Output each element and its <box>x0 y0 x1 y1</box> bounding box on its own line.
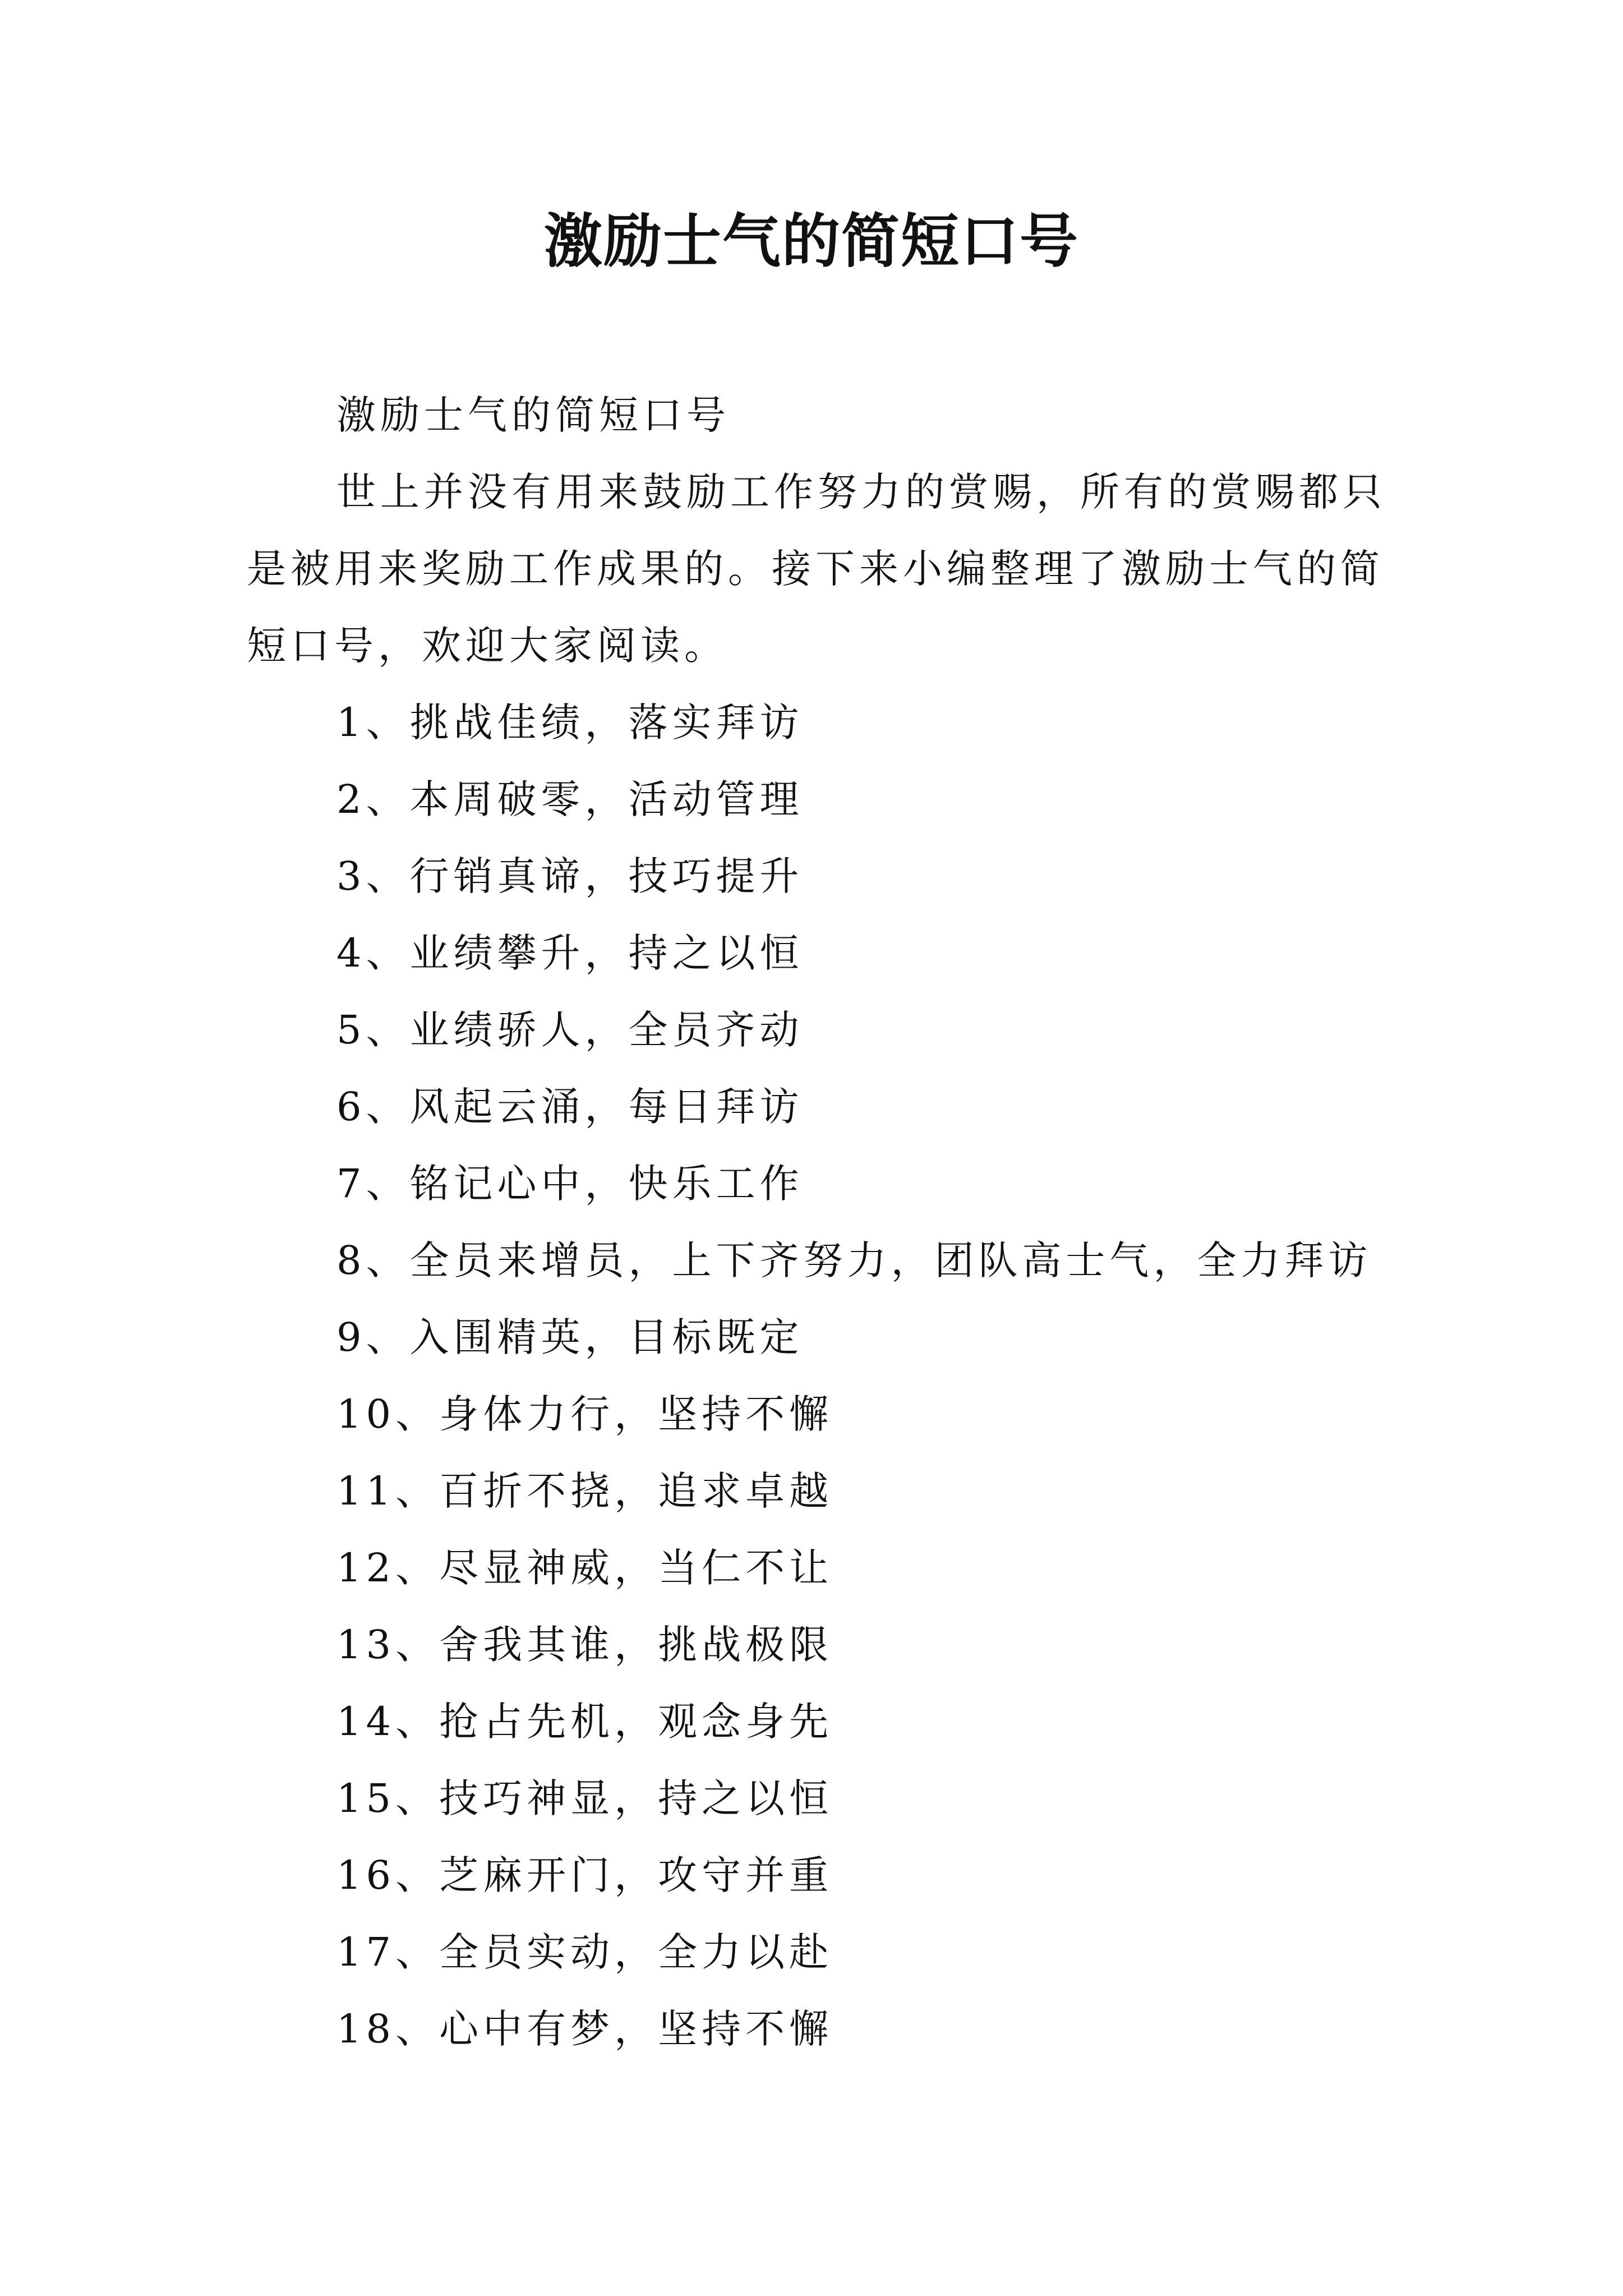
list-item: 6、风起云涌，每日拜访 <box>336 1084 804 1130</box>
list-item: 12、尽显神威，当仁不让 <box>336 1545 833 1591</box>
list-item: 8、全员来增员，上下齐努力，团队高士气，全力拜访 <box>336 1237 1372 1283</box>
list-item: 14、抢占先机，观念身先 <box>336 1699 833 1745</box>
list-item: 7、铭记心中，快乐工作 <box>336 1161 804 1207</box>
list-item: 3、行销真谛，技巧提升 <box>336 853 804 899</box>
list-item: 18、心中有梦，坚持不懈 <box>336 2006 833 2052</box>
intro-paragraph: 世上并没有用来鼓励工作努力的赏赐，所有的赏赐都只是被用来奖励工作成果的。接下来小编整理了激励士气的简短口号，欢迎大家阅读。 <box>247 469 1386 669</box>
list-item: 1、挑战佳绩，落实拜访 <box>336 700 804 746</box>
document-body <box>247 377 1391 2068</box>
list-item: 13、舍我其谁，挑战极限 <box>336 1622 833 1668</box>
list-item: 2、本周破零，活动管理 <box>336 776 804 822</box>
list-item: 4、业绩攀升，持之以恒 <box>336 930 804 976</box>
list-item: 16、芝麻开门，攻守并重 <box>336 1852 833 1898</box>
list-item: 9、入围精英，目标既定 <box>336 1314 804 1360</box>
list-item: 10、身体力行，坚持不懈 <box>336 1391 833 1437</box>
list-item: 11、百折不挠，追求卓越 <box>336 1468 833 1514</box>
subtitle-paragraph: 激励士气的简短口号 <box>336 392 730 438</box>
list-item: 5、业绩骄人，全员齐动 <box>336 1007 804 1053</box>
slogan-list <box>247 684 1391 2068</box>
list-item: 15、技巧神显，持之以恒 <box>336 1775 833 1821</box>
list-item: 17、全员实动，全力以赴 <box>336 1929 833 1975</box>
document-title: 激励士气的简短口号 <box>543 206 1079 275</box>
